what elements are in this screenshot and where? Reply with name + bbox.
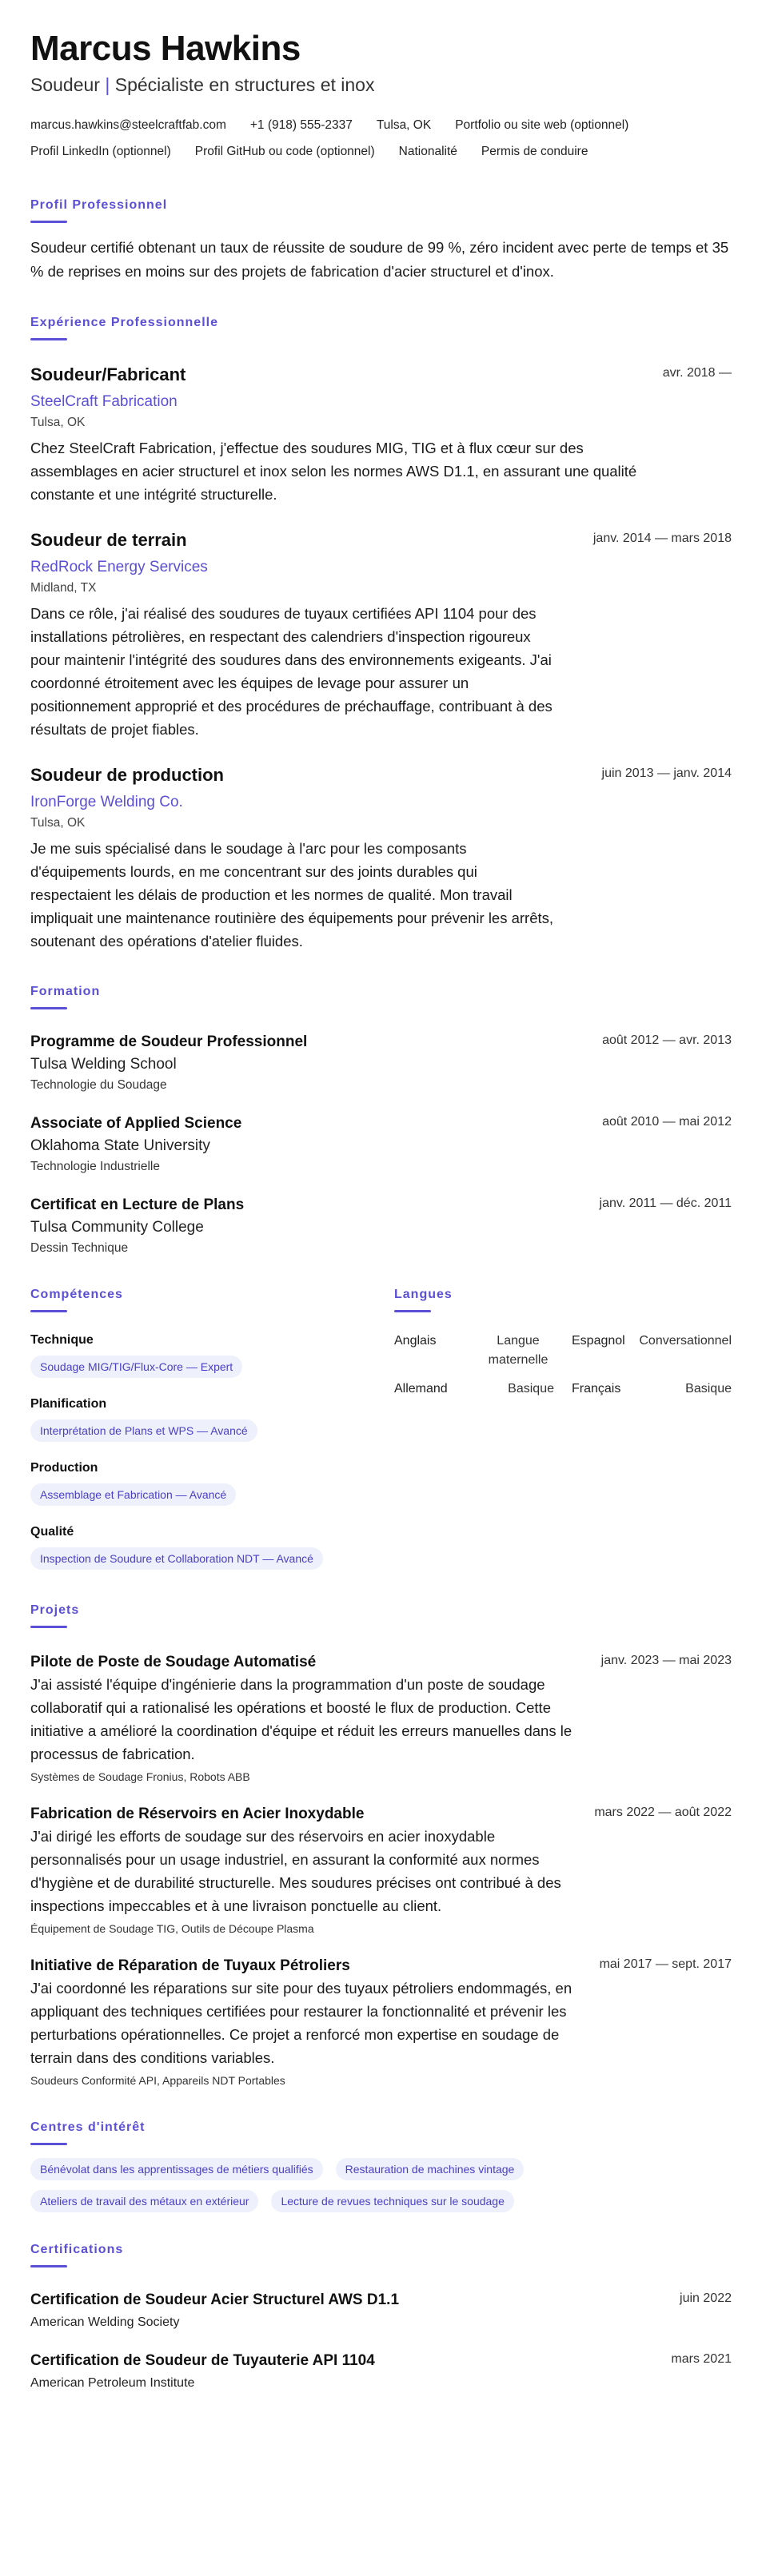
project-technologies: Systèmes de Soudage Fronius, Robots ABB [30, 1770, 250, 1783]
job-description: Dans ce rôle, j'ai réalisé des soudures de tuyaux certifiées API 1104 pour des installations pétrolières, en respectant des calendriers d'inspection rigoureux pour maintenir l'intégrité des soudures dans des environnements exigeants. J'ai coordonné étroitement avec les équipes de levage pour assurer un positionnement approprié et des procédures de préchauffage, contribuant à des résultats de projet fiables. [30, 604, 553, 738]
job-dates: juin 2013 — janv. 2014 [601, 766, 732, 780]
project-entry [30, 1957, 732, 2087]
contact-linkedin[interactable]: Profil LinkedIn (optionnel) [30, 144, 171, 158]
project-dates: mai 2017 — sept. 2017 [599, 1957, 732, 1971]
project-entry [30, 1806, 732, 1935]
project-dates: mars 2022 — août 2022 [594, 1805, 732, 1819]
experience-section [30, 316, 732, 953]
section-title-experience: Expérience Professionnelle [30, 315, 218, 329]
certification-issuer: American Petroleum Institute [30, 2375, 195, 2390]
contact-info [30, 112, 732, 165]
section-title-certifications: Certifications [30, 2242, 124, 2256]
language-level: Basique [508, 1381, 554, 1395]
interest-chip: Restauration de machines vintage [336, 2158, 525, 2180]
project-title: Fabrication de Réservoirs en Acier Inoxydable [30, 1805, 365, 1822]
language-name: Espagnol [572, 1333, 625, 1348]
language-item [394, 1380, 554, 1399]
certification-name: Certification de Soudeur de Tuyauterie API 1104 [30, 2351, 375, 2369]
headline [30, 74, 732, 96]
skill-chip: Assemblage et Fabrication — Avancé [30, 1483, 236, 1506]
projects-section [30, 1603, 732, 2087]
contact-nationality: Nationalité [398, 144, 457, 158]
interest-chip: Bénévolat dans les apprentissages de métiers qualifiés [30, 2158, 323, 2180]
education-institution: Tulsa Community College [30, 1218, 204, 1236]
summary-section [30, 198, 732, 284]
job-location: Midland, TX [30, 580, 97, 595]
project-technologies: Soudeurs Conformité API, Appareils NDT Portables [30, 2073, 285, 2087]
education-dates: août 2012 — avr. 2013 [602, 1033, 732, 1047]
skill-chip: Inspection de Soudure et Collaboration NDT — Avancé [30, 1547, 323, 1570]
languages-grid [394, 1332, 732, 1399]
language-level: Conversationnel [639, 1333, 732, 1348]
project-description: J'ai coordonné les réparations sur site pour des tuyaux pétroliers endommagés, en appliquant des techniques certifiées pour restaurer la fonctionnalité et prévenir les perturbations opérationnelles. Ce projet a renforcé mon expertise en soudage de terrain dans des conditions variables. [30, 1979, 572, 2066]
skills-section [30, 1256, 394, 1570]
education-entry [30, 1196, 732, 1256]
contact-email[interactable]: marcus.hawkins@steelcraftfab.com [30, 117, 226, 132]
interest-chip: Ateliers de travail des métaux en extérieur [30, 2190, 258, 2212]
education-dates: janv. 2011 — déc. 2011 [599, 1196, 732, 1210]
section-rule [30, 2265, 67, 2267]
language-item [572, 1332, 732, 1370]
contact-license: Permis de conduire [481, 144, 588, 158]
job-entry [30, 530, 732, 741]
job-company: IronForge Welding Co. [30, 793, 183, 810]
candidate-name: Marcus Hawkins [30, 29, 301, 68]
job-description: Je me suis spécialisé dans le soudage à l'arc pour les composants d'équipements lourds, en me concentrant sur des joints durables qui respectaient les délais de production et les normes de qualité. Mon travail impliquait une maintenance routinière des équipements pour prévenir les arrêts, soutenant des opérations d'atelier fluides. [30, 839, 554, 950]
section-title-interests: Centres d'intérêt [30, 2120, 146, 2134]
education-field: Technologie du Soudage [30, 1077, 167, 1092]
job-dates: janv. 2014 — mars 2018 [592, 531, 732, 545]
skill-category: Technique [30, 1332, 94, 1347]
headline-separator: | [105, 74, 110, 95]
job-title: Soudeur de terrain [30, 529, 187, 550]
project-dates: janv. 2023 — mai 2023 [600, 1653, 732, 1667]
summary-text: Soudeur certifié obtenant un taux de réussite de soudure de 99 %, zéro incident avec perte de temps et 35 % de reprises en moins sur des projets de fabrication d'acier structurel et d'inox. [30, 238, 729, 280]
project-title: Pilote de Poste de Soudage Automatisé [30, 1653, 317, 1670]
education-dates: août 2010 — mai 2012 [602, 1114, 732, 1129]
contact-portfolio[interactable]: Portfolio ou site web (optionnel) [455, 117, 629, 132]
resume-header [30, 29, 732, 165]
project-technologies: Équipement de Soudage TIG, Outils de Découpe Plasma [30, 1921, 314, 1935]
certification-entry [30, 2291, 732, 2330]
language-name: Allemand [394, 1381, 448, 1395]
project-entry [30, 1654, 732, 1783]
certification-issuer: American Welding Society [30, 2315, 180, 2329]
job-dates: avr. 2018 — [662, 365, 732, 380]
section-rule [30, 221, 67, 223]
section-rule [30, 1310, 67, 1312]
project-description: J'ai dirigé les efforts de soudage sur des réservoirs en acier inoxydable personnalisés pour un usage industriel, en assurant la conformité aux normes d'hygiène et de durabilité structurelle. Mes soudures précises ont contribué à des inspections impeccables et à une livraison ponctuelle au client. [30, 1827, 561, 1914]
job-description: Chez SteelCraft Fabrication, j'effectue des soudures MIG, TIG et à flux cœur sur des assemblages en acier structurel et inox selon les normes AWS D1.1, en assurant une qualité constante et une intégrité structurelle. [30, 439, 637, 503]
job-location: Tulsa, OK [30, 815, 86, 830]
section-title-skills: Compétences [30, 1287, 123, 1301]
skill-category: Planification [30, 1396, 107, 1411]
certification-date: mars 2021 [671, 2351, 732, 2366]
education-institution: Tulsa Welding School [30, 1055, 177, 1073]
skill-category: Production [30, 1460, 98, 1475]
section-title-languages: Langues [394, 1287, 453, 1301]
headline-specialty: Spécialiste en structures et inox [114, 74, 375, 95]
project-description: J'ai assisté l'équipe d'ingénierie dans la programmation d'un poste de soudage collaboratif qui a rationalisé les opérations et boosté le flux de production. Cette initiative a amélioré la coordination d'équipe et réduit les erreurs manuelles dans le processus de fabrication. [30, 1675, 572, 1762]
language-item [394, 1332, 554, 1370]
education-degree: Associate of Applied Science [30, 1114, 242, 1132]
section-rule [30, 1007, 67, 1009]
section-rule [394, 1310, 431, 1312]
job-title-headline: Soudeur [30, 74, 100, 95]
contact-location: Tulsa, OK [376, 117, 432, 132]
job-entry [30, 364, 732, 506]
language-level: Langue maternelle [488, 1333, 549, 1367]
languages-section [394, 1256, 732, 1570]
language-name: Anglais [394, 1333, 437, 1348]
skill-chip: Interprétation de Plans et WPS — Avancé [30, 1419, 257, 1442]
education-entry [30, 1033, 732, 1093]
job-location: Tulsa, OK [30, 415, 86, 429]
section-title-education: Formation [30, 984, 101, 998]
project-title: Initiative de Réparation de Tuyaux Pétroliers [30, 1957, 350, 1974]
section-title-summary: Profil Professionnel [30, 197, 168, 212]
education-degree: Programme de Soudeur Professionnel [30, 1033, 308, 1050]
skills-languages-row [30, 1256, 732, 1570]
language-name: Français [572, 1381, 621, 1395]
language-item [572, 1380, 732, 1399]
section-rule [30, 338, 67, 340]
certification-name: Certification de Soudeur Acier Structurel AWS D1.1 [30, 2291, 400, 2308]
education-entry [30, 1115, 732, 1174]
education-section [30, 985, 732, 1256]
job-title: Soudeur/Fabricant [30, 364, 186, 384]
interests-section [30, 2120, 732, 2209]
certification-date: juin 2022 [680, 2291, 732, 2305]
section-rule [30, 1626, 67, 1628]
interests-list [30, 2145, 590, 2209]
job-company: SteelCraft Fabrication [30, 392, 178, 410]
interest-chip: Lecture de revues techniques sur le soudage [271, 2190, 513, 2212]
job-title: Soudeur de production [30, 764, 224, 785]
job-entry [30, 765, 732, 953]
certifications-section [30, 2243, 732, 2391]
skill-chip: Soudage MIG/TIG/Flux-Core — Expert [30, 1356, 242, 1378]
education-field: Technologie Industrielle [30, 1159, 160, 1173]
section-title-projects: Projets [30, 1603, 80, 1617]
education-degree: Certificat en Lecture de Plans [30, 1196, 245, 1213]
contact-github[interactable]: Profil GitHub ou code (optionnel) [194, 144, 375, 158]
education-field: Dessin Technique [30, 1240, 129, 1255]
certification-entry [30, 2352, 732, 2391]
language-level: Basique [685, 1381, 732, 1395]
job-company: RedRock Energy Services [30, 558, 208, 575]
contact-phone[interactable]: +1 (918) 555-2337 [249, 117, 353, 132]
education-institution: Oklahoma State University [30, 1137, 210, 1154]
skill-category: Qualité [30, 1524, 74, 1539]
